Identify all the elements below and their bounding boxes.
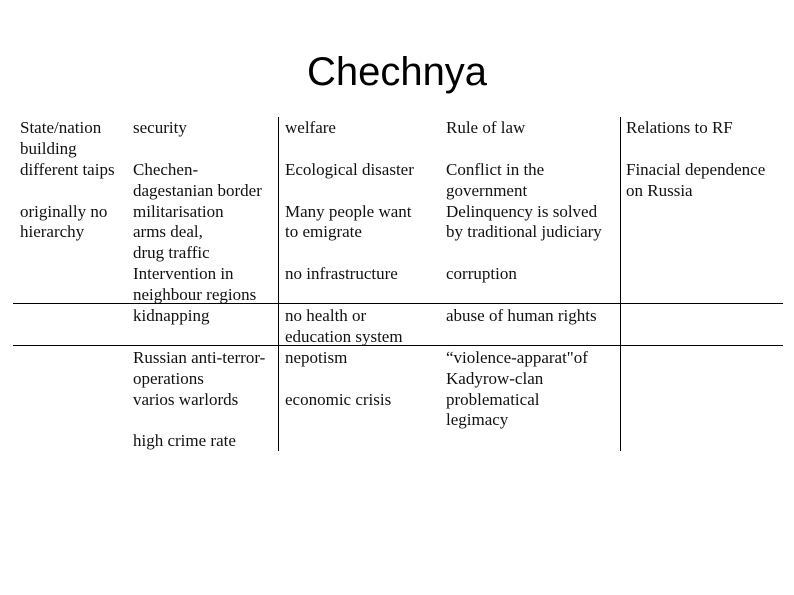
column-divider <box>620 117 621 451</box>
cell-security: Russian anti-terror- operations varios warlords high crime rate <box>133 348 266 451</box>
column-divider <box>278 117 279 451</box>
cell-state-building: different taips originally no hierarchy <box>20 160 115 242</box>
header-relations-to-rf: Relations to RF <box>626 118 733 137</box>
cell-rule-of-law: “violence-apparat"of Kadyrow-clan problematical legimacy <box>446 348 588 430</box>
row-divider <box>13 303 783 304</box>
slide-title: Chechnya <box>306 50 488 94</box>
cell-rule-of-law: Conflict in the government Delinquency is solved by traditional judiciary corruption <box>446 160 602 283</box>
cell-security: kidnapping <box>133 306 210 325</box>
cell-security: Chechen- dagestanian border militarisation arms deal, drug traffic Intervention in neighbour regions <box>133 160 262 304</box>
header-security: security <box>133 118 187 137</box>
cell-welfare: nepotism economic crisis <box>285 348 392 409</box>
cell-welfare: no health or education system <box>285 306 403 346</box>
cell-rule-of-law: abuse of human rights <box>446 306 597 325</box>
cell-relations-to-rf: Finacial dependence on Russia <box>626 160 766 200</box>
header-state-nation-building: State/nation building <box>20 118 102 158</box>
header-rule-of-law: Rule of law <box>446 118 526 137</box>
cell-welfare: Ecological disaster Many people want to emigrate no infrastructure <box>285 160 414 283</box>
header-welfare: welfare <box>285 118 336 137</box>
